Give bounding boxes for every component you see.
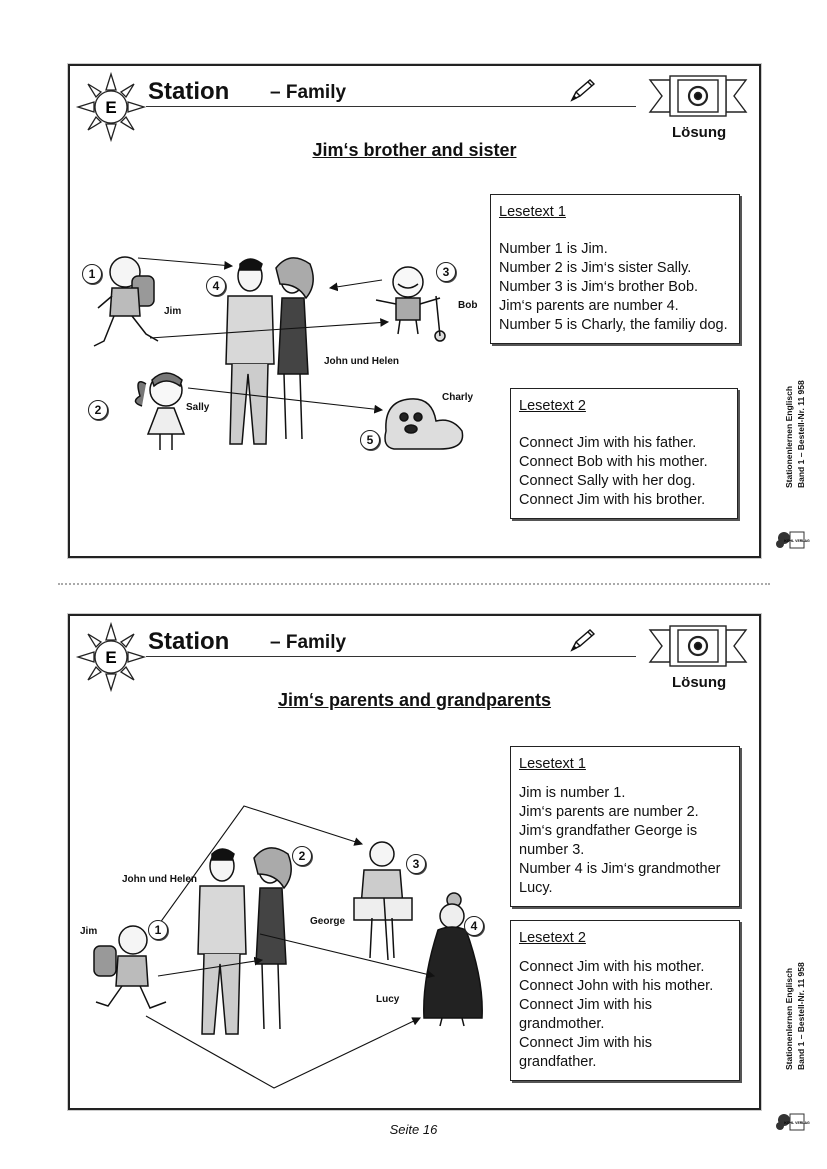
- page-number: Seite 16: [389, 1122, 438, 1137]
- lesetext-1-box: [490, 194, 740, 344]
- lesetext-2-heading: Lesetext 2: [519, 398, 586, 414]
- publisher-sidebar-bottom: [772, 940, 822, 1140]
- lesetext-2-line: Connect Jim with his brother.: [519, 492, 706, 508]
- worksheet-subtitle: Jim‘s parents and grandparents: [277, 690, 552, 710]
- cut-line: [58, 583, 770, 585]
- publisher-sidebar-top: [772, 360, 822, 550]
- publisher-logo-text: KOHL VERLAG: [784, 539, 810, 543]
- lesetext-1-heading: Lesetext 1: [499, 204, 566, 220]
- lesetext-2-line: Connect Jim with his mother.: [519, 959, 705, 975]
- lesetext-2-line: Connect Bob with his mother.: [519, 454, 708, 470]
- sidebar-order-number: Band 1 – Bestell-Nr. 11 958: [796, 380, 806, 488]
- sidebar-series: Stationenlernen Englisch: [784, 967, 794, 1070]
- number-badge-3: 3: [436, 262, 456, 282]
- lesetext-2-box: [510, 920, 740, 1081]
- number-badge-5: 5: [360, 430, 380, 450]
- lesetext-1-line: Jim‘s parents are number 4.: [499, 298, 679, 314]
- john-helen-label: John und Helen: [122, 874, 197, 885]
- lesetext-1-line: Number 3 is Jim‘s brother Bob.: [499, 279, 699, 295]
- jim-label: Jim: [80, 926, 98, 937]
- lesetext-2-line: Connect Jim with his father.: [519, 435, 697, 451]
- number-badge-3: 3: [406, 854, 426, 874]
- charly-label: Charly: [442, 392, 474, 403]
- station-subject: – Family: [270, 632, 347, 653]
- lesetext-1-line: Jim‘s parents are number 2.: [519, 804, 699, 820]
- lesetext-2-line: Connect Sally with her dog.: [519, 473, 696, 489]
- bob-label: Bob: [458, 300, 478, 311]
- worksheet-subtitle: Jim‘s brother and sister: [312, 140, 517, 160]
- sidebar-series: Stationenlernen Englisch: [784, 385, 794, 488]
- lucy-label: Lucy: [376, 994, 400, 1005]
- lesetext-1-line: Jim is number 1.: [519, 785, 626, 801]
- lesetext-2-box: [510, 388, 738, 519]
- lesetext-2-line: Connect Jim with his grandmother.: [519, 997, 652, 1032]
- lesetext-1-line: Number 4 is Jim‘s grandmother Lucy.: [519, 861, 721, 896]
- publisher-logo-text: KOHL VERLAG: [784, 1121, 810, 1125]
- lesetext-2-heading: Lesetext 2: [519, 930, 586, 946]
- publisher-logo-icon: [776, 530, 810, 552]
- worksheet-card-2: [68, 614, 761, 1110]
- lesetext-2-line: Connect John with his mother.: [519, 978, 714, 994]
- number-badge-4: 4: [464, 916, 484, 936]
- sidebar-order-number: Band 1 – Bestell-Nr. 11 958: [796, 962, 806, 1070]
- lesetext-1-line: Number 2 is Jim‘s sister Sally.: [499, 260, 692, 276]
- john-helen-label: John und Helen: [324, 356, 399, 367]
- lesetext-1-line: Number 5 is Charly, the familiy dog.: [499, 317, 728, 333]
- station-title: Station: [148, 78, 230, 105]
- jim-label: Jim: [164, 306, 182, 317]
- sun-letter: E: [105, 98, 117, 117]
- number-badge-1: 1: [82, 264, 102, 284]
- station-title: Station: [148, 628, 230, 655]
- solution-label: Lösung: [672, 124, 727, 141]
- lesetext-1-heading: Lesetext 1: [519, 756, 586, 772]
- station-subject: – Family: [270, 82, 347, 103]
- number-badge-2: 2: [292, 846, 312, 866]
- george-label: George: [310, 916, 346, 927]
- number-badge-4: 4: [206, 276, 226, 296]
- number-badge-2: 2: [88, 400, 108, 420]
- lesetext-1-line: Number 1 is Jim.: [499, 241, 608, 257]
- worksheet-card-1: [68, 64, 761, 558]
- number-badge-1: 1: [148, 920, 168, 940]
- lesetext-2-line: Connect Jim with his grandfather.: [519, 1035, 652, 1070]
- solution-label: Lösung: [672, 674, 727, 691]
- sun-letter: E: [105, 648, 117, 667]
- sally-label: Sally: [186, 402, 210, 413]
- lesetext-1-box: [510, 746, 740, 907]
- lesetext-1-line: Jim‘s grandfather George is number 3.: [519, 823, 698, 858]
